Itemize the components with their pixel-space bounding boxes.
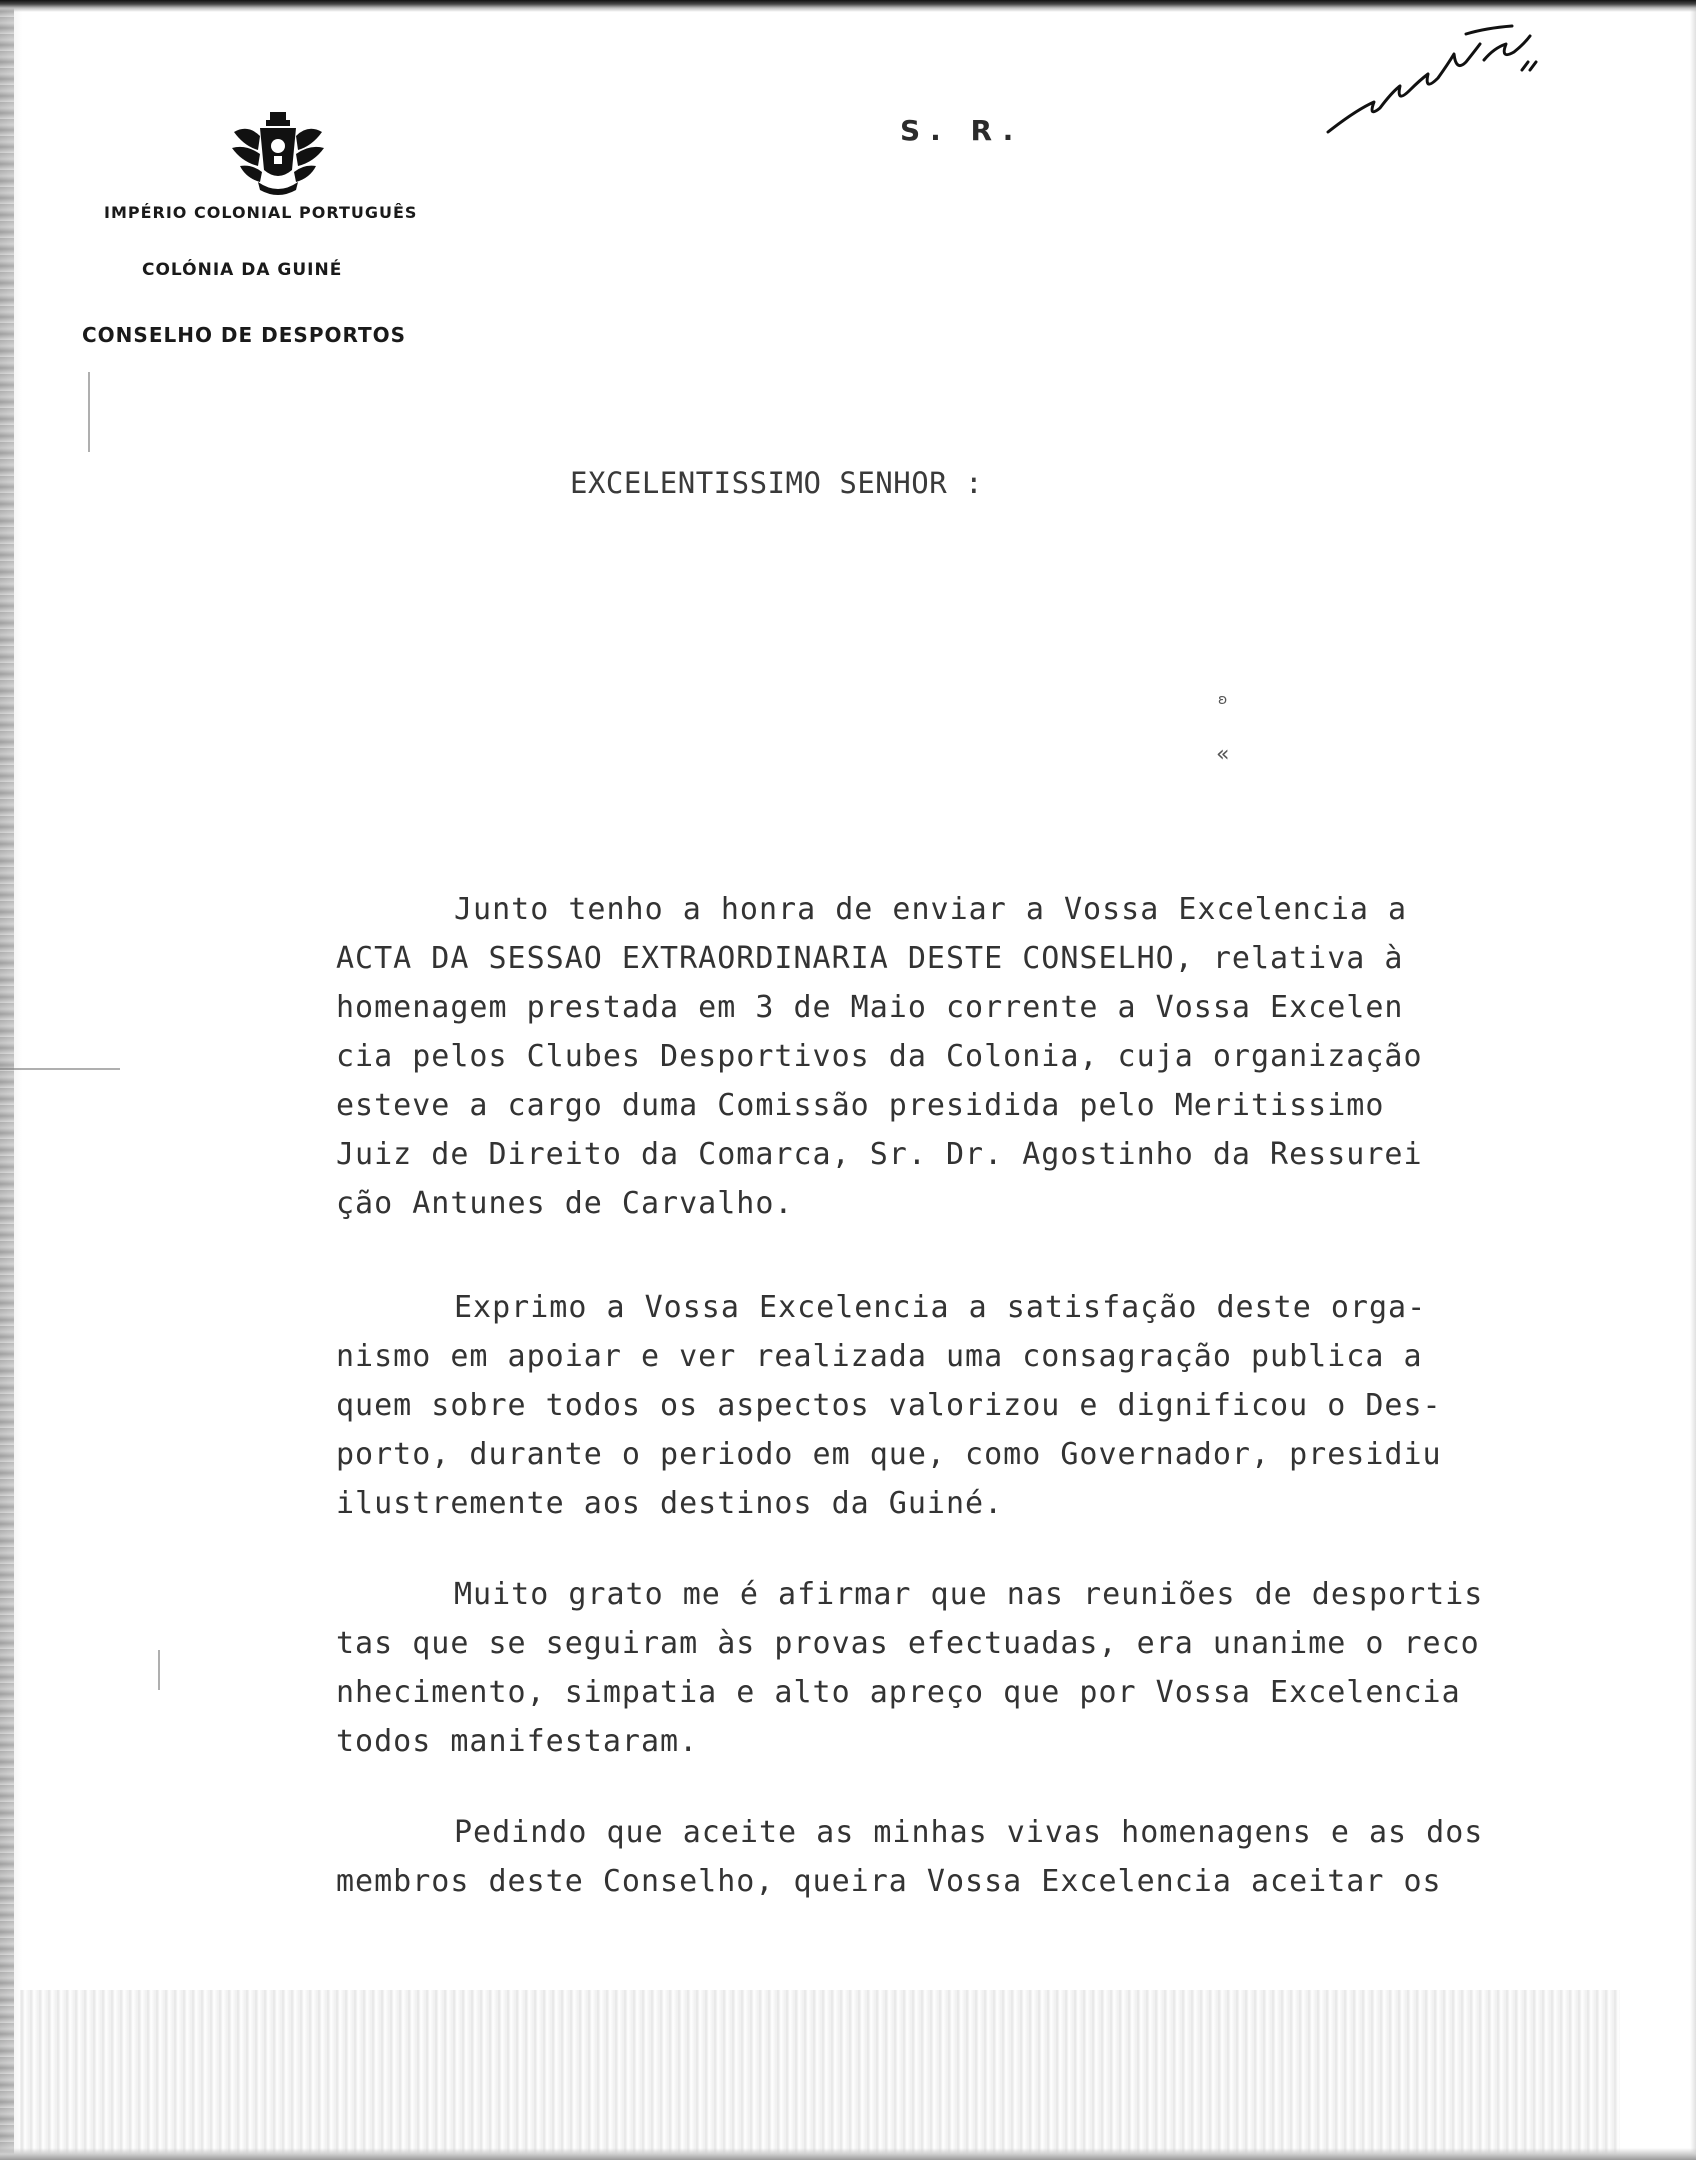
stray-mark: «: [1216, 742, 1230, 767]
body-line: Juiz de Direito da Comarca, Sr. Dr. Agostinho da Ressurei: [336, 1137, 1423, 1172]
scan-noise: [20, 1990, 1620, 2155]
body-line: membros deste Conselho, queira Vossa Excelencia aceitar os: [336, 1864, 1442, 1899]
body-line: Exprimo a Vossa Excelencia a satisfação deste orga-: [454, 1290, 1427, 1325]
body-line: Pedindo que aceite as minhas vivas homenagens e as dos: [454, 1815, 1484, 1850]
body-line: cia pelos Clubes Desportivos da Colonia, cuja organização: [336, 1039, 1423, 1074]
salutation: EXCELENTISSIMO SENHOR :: [570, 466, 984, 500]
scan-bottom-edge: [0, 2148, 1696, 2160]
body-line: quem sobre todos os aspectos valorizou e dignificou o Des-: [336, 1388, 1442, 1423]
letterhead-colony: COLÓNIA DA GUINÉ: [142, 260, 343, 280]
letterhead-council: CONSELHO DE DESPORTOS: [82, 323, 407, 347]
body-line: tas que se seguiram às provas efectuadas, era unanime o reco: [336, 1626, 1480, 1661]
stray-mark: ʚ: [1218, 692, 1228, 708]
scan-artifact: [0, 1068, 120, 1070]
body-line: ilustremente aos destinos da Guiné.: [336, 1486, 1004, 1521]
header-mark: S. R.: [900, 114, 1024, 147]
scan-left-edge: [0, 0, 14, 2160]
body-line: nismo em apoiar e ver realizada uma consagração publica a: [336, 1339, 1423, 1374]
body-line: esteve a cargo duma Comissão presidida pelo Meritissimo: [336, 1088, 1385, 1123]
body-line: Muito grato me é afirmar que nas reuniões de desportis: [454, 1577, 1484, 1612]
body-line: nhecimento, simpatia e alto apreço que por Vossa Excelencia: [336, 1675, 1461, 1710]
letterhead-empire: IMPÉRIO COLONIAL PORTUGUÊS: [104, 203, 418, 222]
scan-artifact: [158, 1650, 160, 1690]
coat-of-arms-emblem: [230, 110, 326, 196]
scan-artifact: [88, 372, 90, 452]
body-line: porto, durante o periodo em que, como Governador, presidiu: [336, 1437, 1442, 1472]
handwritten-signature: [1316, 14, 1566, 144]
scan-top-edge: [0, 0, 1696, 12]
body-line: ção Antunes de Carvalho.: [336, 1186, 794, 1221]
body-line: Junto tenho a honra de enviar a Vossa Excelencia a: [454, 892, 1408, 927]
body-line: todos manifestaram.: [336, 1724, 699, 1759]
body-line: ACTA DA SESSAO EXTRAORDINARIA DESTE CONSELHO, relativa à: [336, 941, 1404, 976]
body-line: homenagem prestada em 3 de Maio corrente a Vossa Excelen: [336, 990, 1404, 1025]
